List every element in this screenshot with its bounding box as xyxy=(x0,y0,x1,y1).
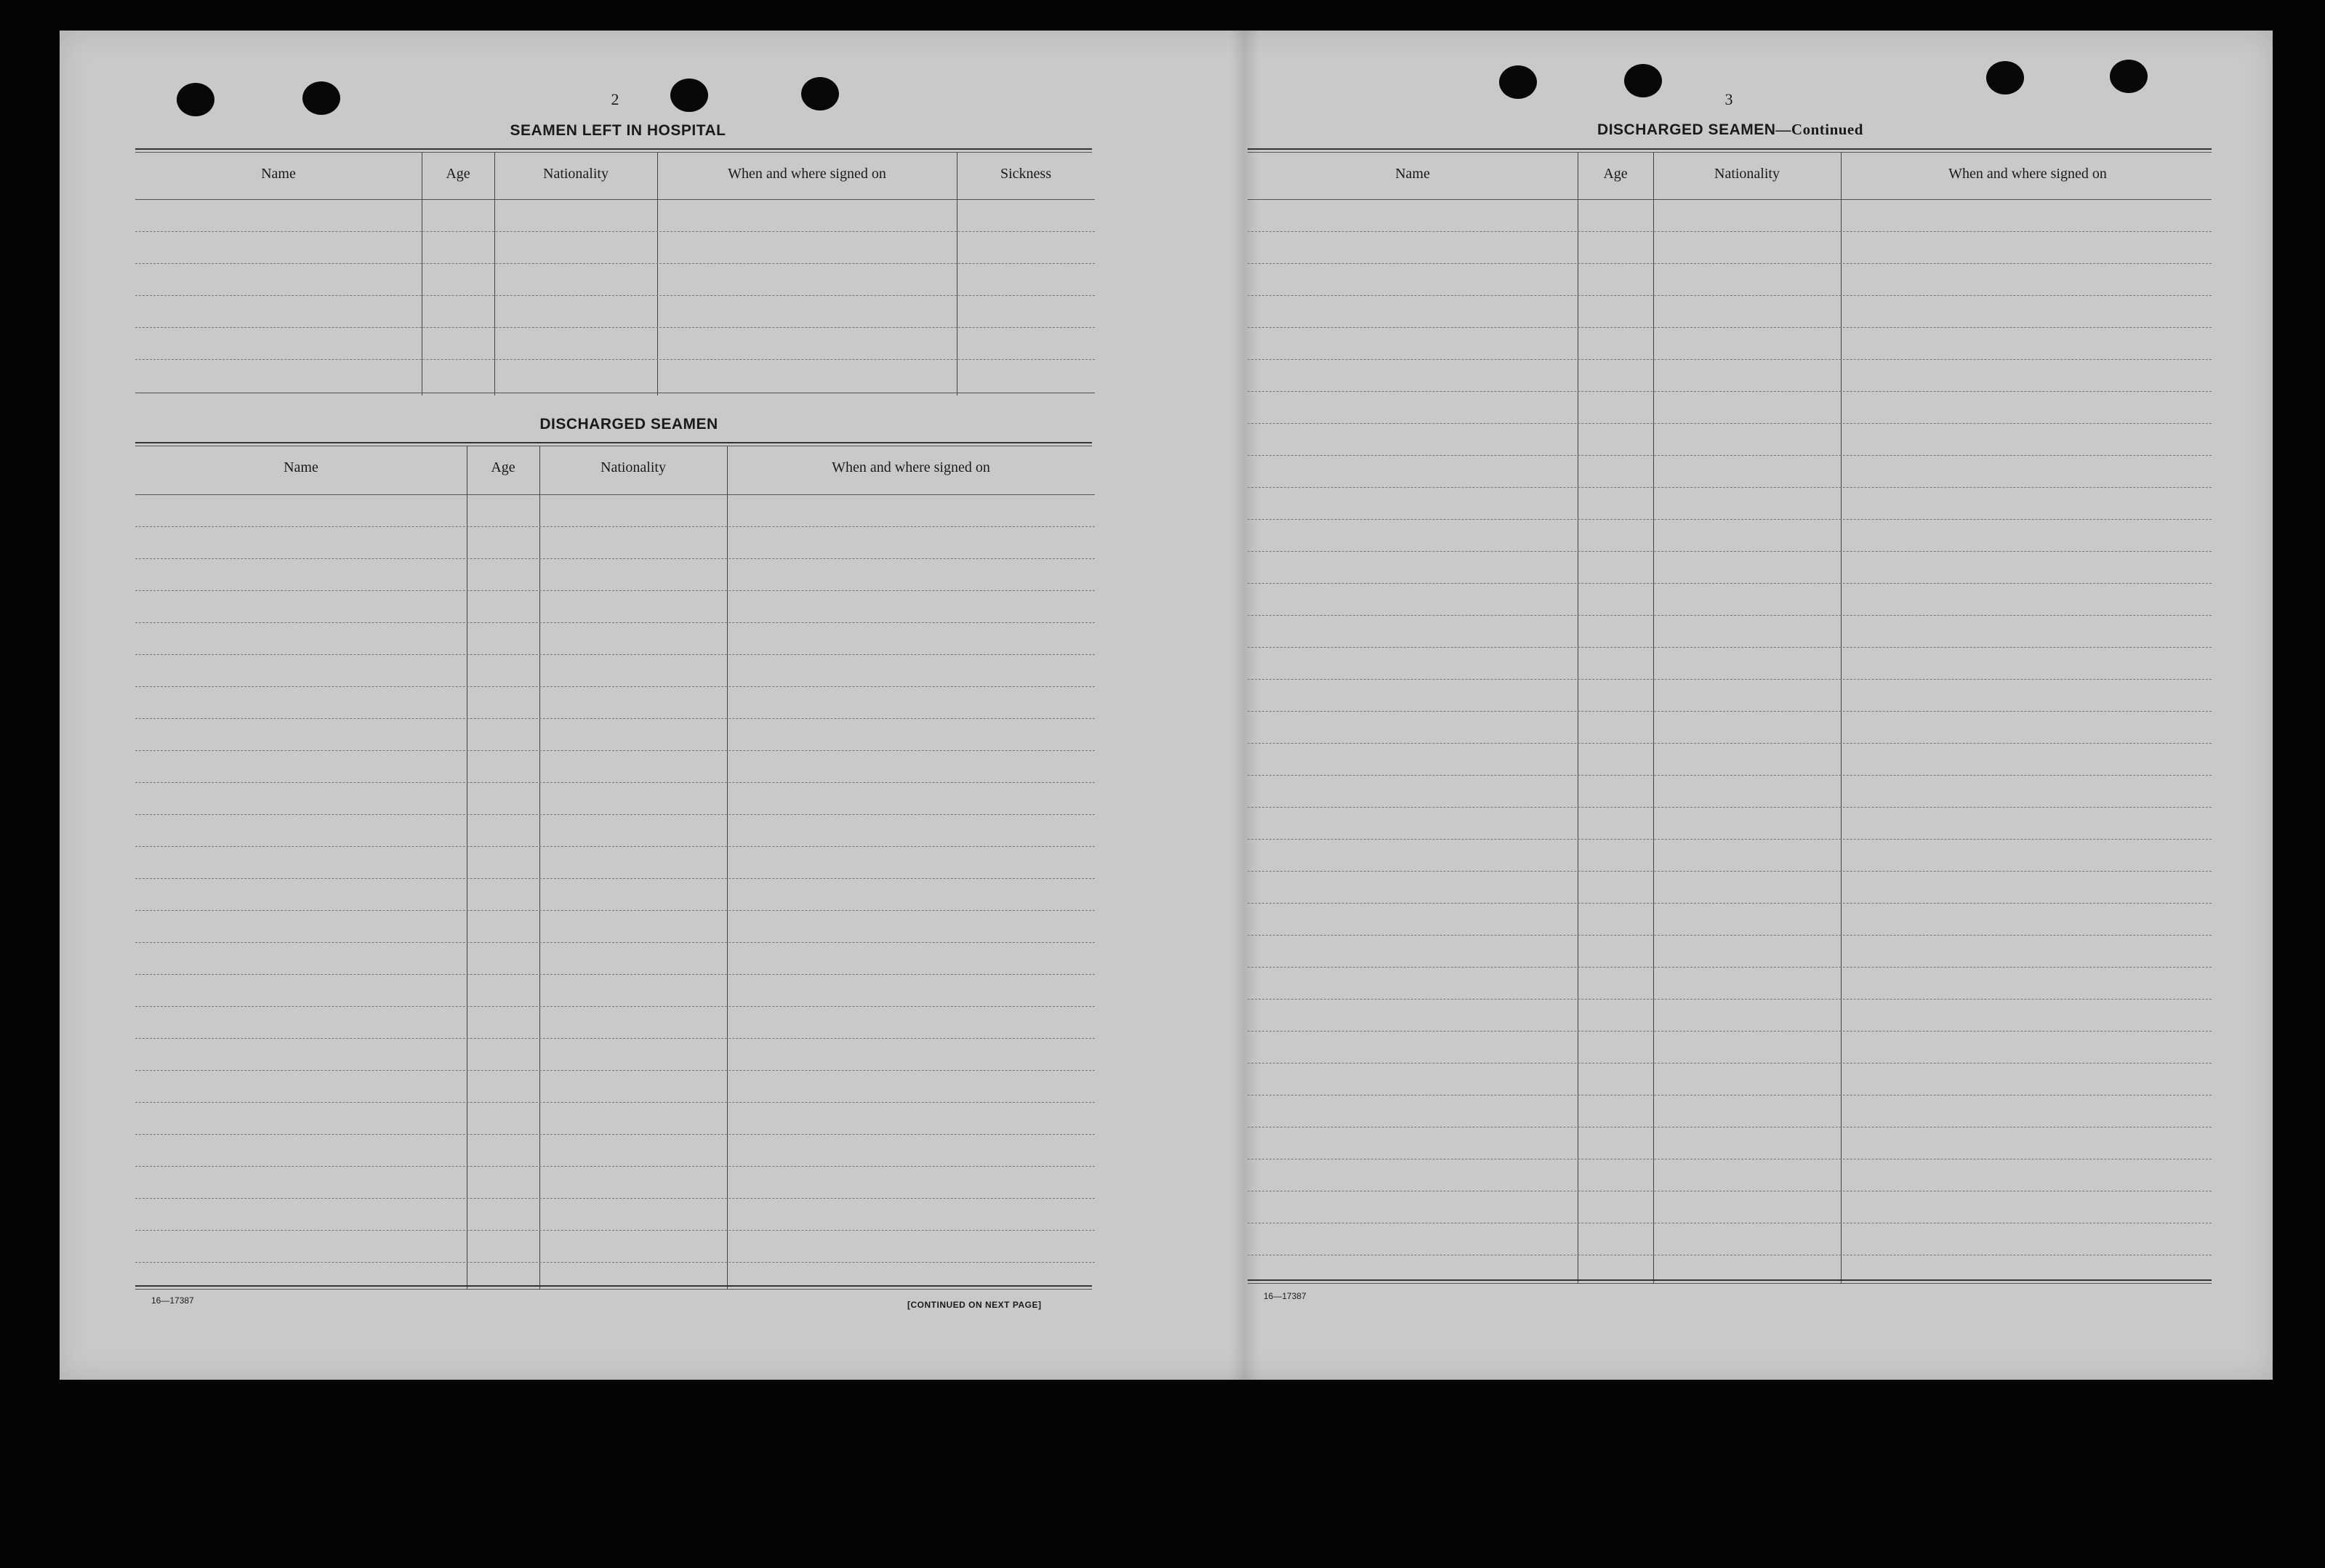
document-sheet xyxy=(60,31,2273,1380)
table-row xyxy=(1248,1063,2212,1064)
table-row xyxy=(1248,231,2212,232)
table-row xyxy=(135,1166,1095,1167)
table-row xyxy=(135,782,1095,783)
table-row xyxy=(1248,775,2212,776)
page-number: 3 xyxy=(1724,90,1733,108)
table-row xyxy=(1248,327,2212,328)
form-code: 16—17387 xyxy=(1264,1291,1306,1301)
column-header: Nationality xyxy=(543,166,609,182)
table-row xyxy=(1248,871,2212,872)
table-row xyxy=(1248,391,2212,392)
column-divider xyxy=(1653,153,1654,1284)
table-row xyxy=(1248,487,2212,488)
punch-hole xyxy=(1624,64,1662,97)
table-row xyxy=(135,910,1095,911)
table-row xyxy=(1248,1031,2212,1032)
table-row xyxy=(1248,295,2212,296)
table-row xyxy=(1248,647,2212,648)
table-row xyxy=(1248,807,2212,808)
punch-hole xyxy=(302,81,340,115)
column-header: When and where signed on xyxy=(832,459,990,475)
continued-note: [CONTINUED ON NEXT PAGE] xyxy=(907,1300,1042,1310)
table-row xyxy=(135,718,1095,719)
punch-hole xyxy=(801,77,839,110)
table-row xyxy=(1248,551,2212,552)
table-row xyxy=(135,526,1095,527)
punch-hole xyxy=(1499,65,1537,99)
table-row xyxy=(1248,583,2212,584)
table-row xyxy=(135,1198,1095,1199)
header-rule xyxy=(135,494,1095,495)
table-row xyxy=(135,231,1095,232)
table-row xyxy=(1248,967,2212,968)
table-row xyxy=(135,686,1095,687)
table-row xyxy=(135,622,1095,623)
table-row xyxy=(1248,455,2212,456)
section-title-suffix: —Continued xyxy=(1775,121,1863,138)
table-row xyxy=(1248,679,2212,680)
column-header: When and where signed on xyxy=(1948,166,2107,182)
punch-hole xyxy=(670,79,708,112)
table-row xyxy=(135,1038,1095,1039)
column-header: Nationality xyxy=(1714,166,1780,182)
table-row xyxy=(135,814,1095,815)
column-header: Age xyxy=(446,166,470,182)
column-divider xyxy=(727,446,728,1290)
column-header: Name xyxy=(261,166,296,182)
header-rule xyxy=(1248,199,2212,200)
section-rule xyxy=(135,442,1092,446)
table-row xyxy=(135,942,1095,943)
table-row xyxy=(1248,935,2212,936)
form-code: 16—17387 xyxy=(151,1295,194,1306)
column-divider xyxy=(539,446,540,1290)
column-header: When and where signed on xyxy=(728,166,886,182)
punch-hole xyxy=(2110,60,2148,93)
table-row xyxy=(135,263,1095,264)
header-rule xyxy=(135,199,1095,200)
column-header: Sickness xyxy=(1000,166,1051,182)
column-header: Age xyxy=(1603,166,1628,182)
column-header: Name xyxy=(284,459,318,475)
table-row xyxy=(135,359,1095,360)
page-fold xyxy=(1230,31,1259,1380)
section-title: DISCHARGED SEAMEN xyxy=(539,416,718,433)
column-header: Age xyxy=(491,459,515,475)
table-row xyxy=(1248,999,2212,1000)
table-row xyxy=(135,590,1095,591)
table-row xyxy=(135,1262,1095,1263)
table-row xyxy=(135,1134,1095,1135)
table-row xyxy=(1248,839,2212,840)
punch-hole xyxy=(177,83,214,116)
page-number: 2 xyxy=(611,90,619,108)
table-row xyxy=(135,878,1095,879)
section-title xyxy=(1483,121,1977,139)
table-row xyxy=(1248,359,2212,360)
table-row xyxy=(135,558,1095,559)
table-row xyxy=(135,974,1095,975)
column-divider xyxy=(1841,153,1842,1284)
section-rule xyxy=(135,148,1092,153)
column-header: Name xyxy=(1395,166,1430,182)
table-bottom-rule xyxy=(1248,1279,2212,1284)
table-row xyxy=(135,654,1095,655)
table-row xyxy=(135,1006,1095,1007)
table-row xyxy=(1248,615,2212,616)
table-row xyxy=(135,1102,1095,1103)
column-header: Nationality xyxy=(601,459,666,475)
table-row xyxy=(1248,519,2212,520)
table-row xyxy=(1248,263,2212,264)
table-row xyxy=(135,846,1095,847)
table-row xyxy=(135,295,1095,296)
table-bottom-rule xyxy=(135,1285,1092,1290)
section-title: SEAMEN LEFT IN HOSPITAL xyxy=(510,122,726,139)
table-row xyxy=(1248,423,2212,424)
punch-hole xyxy=(1986,61,2024,95)
table-row xyxy=(1248,743,2212,744)
table-row xyxy=(135,750,1095,751)
table-row xyxy=(1248,711,2212,712)
table-row xyxy=(135,1070,1095,1071)
section-rule xyxy=(1248,148,2212,153)
section-title-main: DISCHARGED SEAMEN xyxy=(1597,121,1776,138)
table-row xyxy=(1248,903,2212,904)
table-row xyxy=(135,1230,1095,1231)
table-row xyxy=(135,327,1095,328)
